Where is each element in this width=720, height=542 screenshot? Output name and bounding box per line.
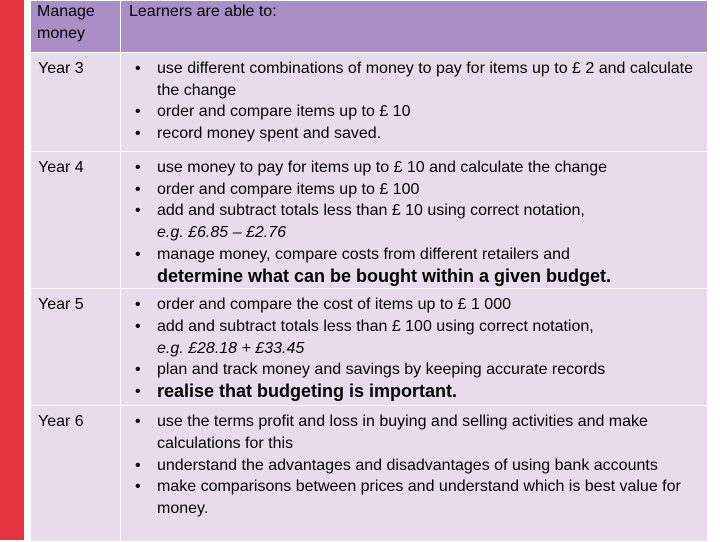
bullet-icon: • [135, 60, 141, 77]
objectives-cell [121, 289, 708, 406]
list-item: • order and compare items up to £ 10 [135, 101, 701, 123]
list-item: • use money to pay for items up to £ 10 and calculate the change [135, 157, 701, 179]
example-notation: e.g. £28.18 + £33.45 [157, 339, 305, 357]
table-row [31, 53, 708, 152]
year-label: Year 3 [31, 53, 121, 152]
table-row [31, 406, 708, 542]
list-item: • understand the advantages and disadvantages of using bank accounts [135, 455, 701, 477]
curriculum-table [30, 0, 708, 542]
list-item: • add and subtract totals less than £ 10 using correct notation, e.g. £6.85 – £2.76 [135, 202, 585, 242]
list-item: • make comparisons between prices and understand which is best value for money. [135, 478, 681, 518]
header-learners: Learners are able to: [121, 1, 708, 53]
bullet-icon: • [135, 478, 141, 496]
accent-bar [0, 0, 24, 540]
list-item: • use the terms profit and loss in buying and selling activities and make calculations for this [135, 413, 648, 452]
bullet-icon: • [135, 317, 141, 335]
bullet-icon: • [135, 103, 141, 121]
bullet-icon: • [135, 383, 141, 401]
emphasis-text: determine what can be bought within a given budget [157, 265, 607, 286]
year-label: Year 5 [31, 289, 121, 406]
table-row [31, 289, 708, 406]
list-item: • order and compare items up to £ 100 [135, 179, 701, 201]
bullet-icon: • [135, 180, 141, 198]
bullet-icon: • [135, 159, 141, 176]
list-item: • record money spent and saved. [135, 123, 701, 145]
table-header-row [31, 1, 708, 53]
example-notation: e.g. £6.85 – £2.76 [157, 224, 286, 242]
bullet-icon: • [135, 296, 141, 314]
table-row [31, 152, 708, 289]
bullet-icon: • [135, 202, 141, 220]
list-item: • order and compare the cost of items up to £ 1 000 [135, 294, 701, 316]
header-manage-money: Manage money [31, 1, 121, 53]
list-item: • manage money, compare costs from different retailers and determine what can be bought within a given budget. [135, 245, 612, 286]
bullet-icon: • [135, 361, 141, 379]
bullet-icon: • [135, 456, 141, 474]
list-item: • realise that budgeting is important. [135, 381, 458, 402]
emphasis-text: realise that budgeting is important [157, 381, 453, 402]
bullet-icon: • [135, 245, 141, 263]
bullet-icon: • [135, 125, 141, 143]
bullet-icon: • [135, 413, 141, 431]
year-label: Year 4 [31, 152, 121, 289]
year-label: Year 6 [31, 406, 121, 542]
objectives-cell [121, 152, 708, 289]
list-item: • use different combinations of money to pay for items up to £ 2 and calculate the change [135, 60, 694, 99]
objectives-cell [121, 53, 708, 152]
list-item: • add and subtract totals less than £ 100 using correct notation, e.g. £28.18 + £33.45 [135, 317, 594, 357]
list-item: • plan and track money and savings by keeping accurate records [135, 359, 701, 381]
objectives-cell [121, 406, 708, 542]
